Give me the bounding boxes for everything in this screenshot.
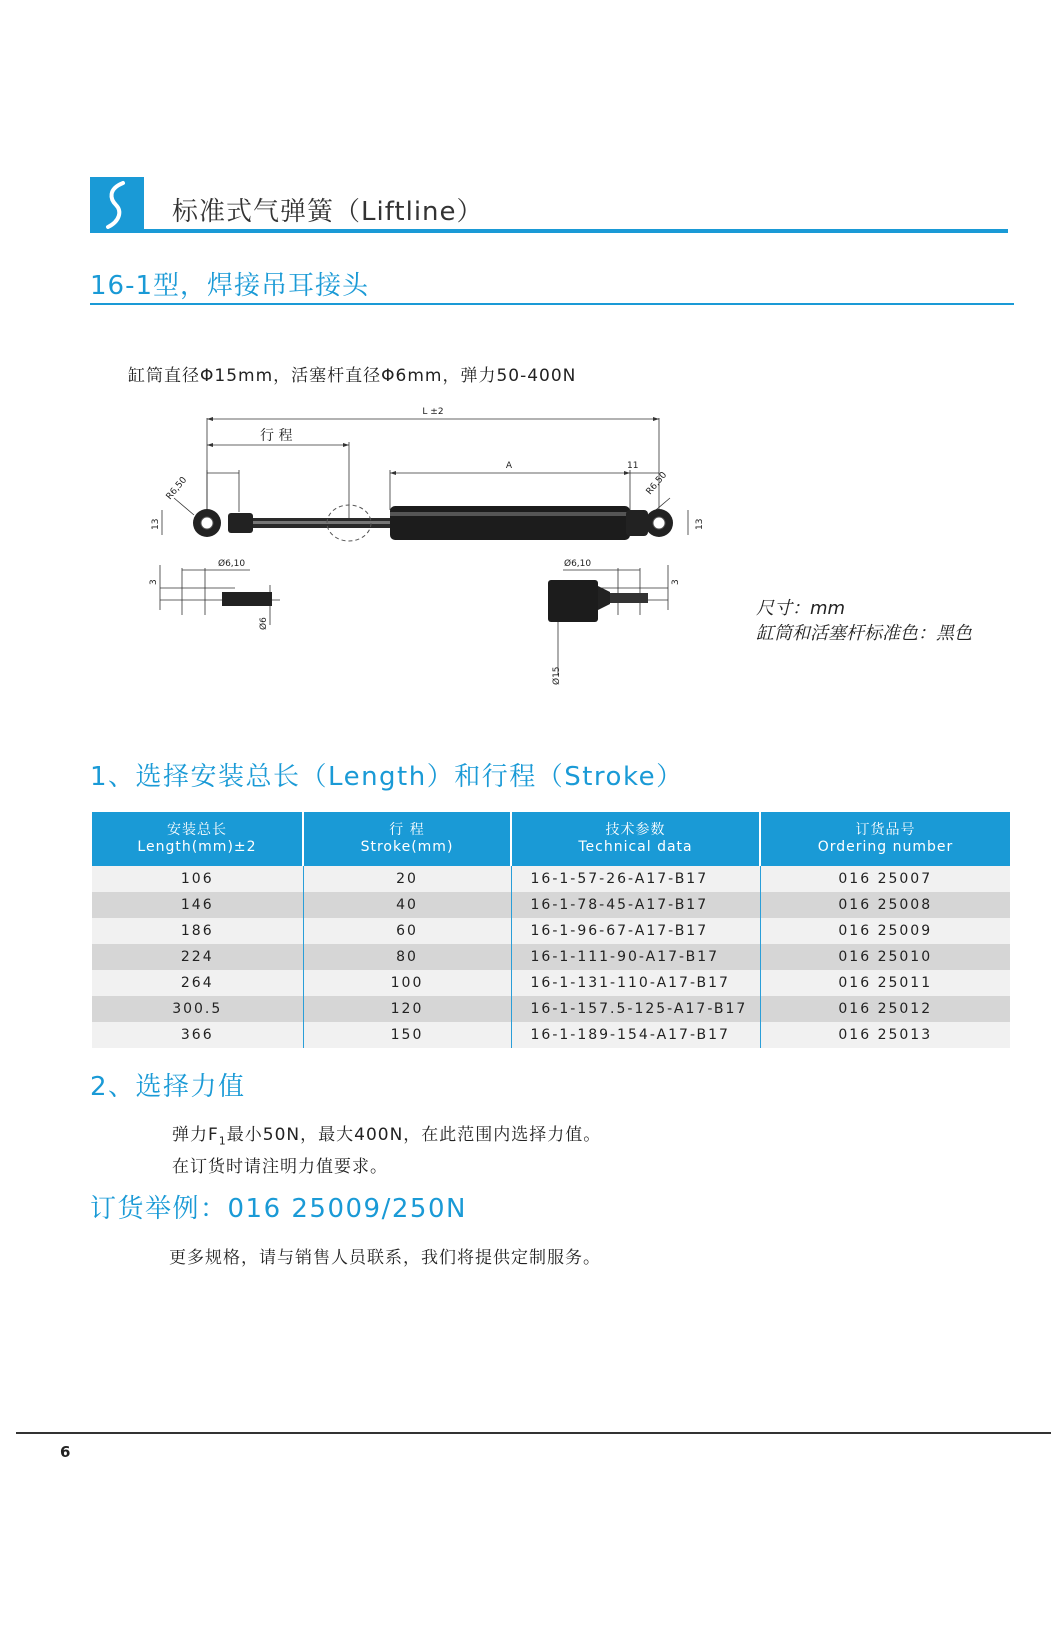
spec-line: 缸筒直径Φ15mm，活塞杆直径Φ6mm，弹力50-400N [128,366,577,386]
cell-length: 264 [92,970,303,996]
brand-logo-block [90,177,144,231]
cell-order: 016 25007 [760,866,1010,892]
cell-stroke: 100 [303,970,511,996]
cell-order: 016 25008 [760,892,1010,918]
cell-length: 300.5 [92,996,303,1022]
bore-right-label: Ø6,10 [564,559,592,569]
cell-tech: 16-1-131-110-A17-B17 [511,970,760,996]
title-underline [90,229,1008,233]
table-row [92,866,1010,892]
cell-tech: 16-1-189-154-A17-B17 [511,1022,760,1048]
thirteen-left-label: 13 [151,518,161,530]
table-row [92,1022,1010,1048]
table-row [92,996,1010,1022]
tube-dia-label: Ø15 [552,666,562,685]
cell-tech: 16-1-96-67-A17-B17 [511,918,760,944]
force-note-text: 在订货时请注明力值要求。 [172,1157,388,1177]
color-line: 缸筒和活塞杆标准色：黑色 [756,623,972,644]
model-subtitle: 16-1型，焊接吊耳接头 [90,271,370,301]
table-row [92,918,1010,944]
three-left-label: 3 [149,579,159,585]
cell-length: 146 [92,892,303,918]
cell-order: 016 25011 [760,970,1010,996]
table-header-row [92,812,1010,866]
a-label: A [505,461,513,471]
subtitle-underline [90,303,1014,305]
section-2-title: 2、选择力值 [90,1072,246,1102]
table-row [92,970,1010,996]
section-1-title: 1、选择安装总长（Length）和行程（Stroke） [90,762,684,792]
cell-length: 366 [92,1022,303,1048]
cell-order: 016 25013 [760,1022,1010,1048]
col-length-header: 安装总长 Length(mm)±2 [92,812,303,866]
cell-tech: 16-1-111-90-A17-B17 [511,944,760,970]
rod-dia-label: Ø6 [259,617,269,630]
cell-stroke: 80 [303,944,511,970]
page-number: 6 [60,1443,71,1461]
thirteen-right-label: 13 [695,518,705,530]
cell-order: 016 25012 [760,996,1010,1022]
radius-right-label: R6,50 [644,470,670,497]
cell-stroke: 20 [303,866,511,892]
units-note [756,596,972,646]
col-order-header: 订货品号 Ordering number [760,812,1010,866]
page-title: 标准式气弹簧（Liftline） [172,197,484,227]
table-row [92,944,1010,970]
table-row [92,892,1010,918]
col-tech-header: 技术参数 Technical data [511,812,760,866]
cell-tech: 16-1-57-26-A17-B17 [511,866,760,892]
three-right-label: 3 [671,579,681,585]
cell-stroke: 60 [303,918,511,944]
gas-spring-drawing [140,400,720,710]
spec-table [92,812,1010,1048]
cell-length: 106 [92,866,303,892]
cell-stroke: 150 [303,1022,511,1048]
stroke-label: 行 程 [260,428,293,444]
cell-length: 186 [92,918,303,944]
force-range-text: 弹力$F_1$最小50N，最大400N，在此范围内选择力值。 [172,1125,602,1148]
order-example: 订货举例：016 25009/250N [90,1194,467,1224]
contact-text: 更多规格，请与销售人员联系，我们将提供定制服务。 [169,1248,601,1268]
cell-stroke: 40 [303,892,511,918]
footer-divider [16,1432,1051,1434]
cell-order: 016 25009 [760,918,1010,944]
cell-tech: 16-1-78-45-A17-B17 [511,892,760,918]
cell-tech: 16-1-157.5-125-A17-B17 [511,996,760,1022]
cell-stroke: 120 [303,996,511,1022]
units-line: 尺寸：mm [756,598,846,619]
col-stroke-header: 行 程 Stroke(mm) [303,812,511,866]
radius-left-label: R6,50 [164,475,190,502]
length-label: L ±2 [422,407,444,417]
eleven-label: 11 [627,461,639,471]
cell-length: 224 [92,944,303,970]
cell-order: 016 25010 [760,944,1010,970]
s-logo-icon [90,177,144,231]
bore-left-label: Ø6,10 [218,559,246,569]
